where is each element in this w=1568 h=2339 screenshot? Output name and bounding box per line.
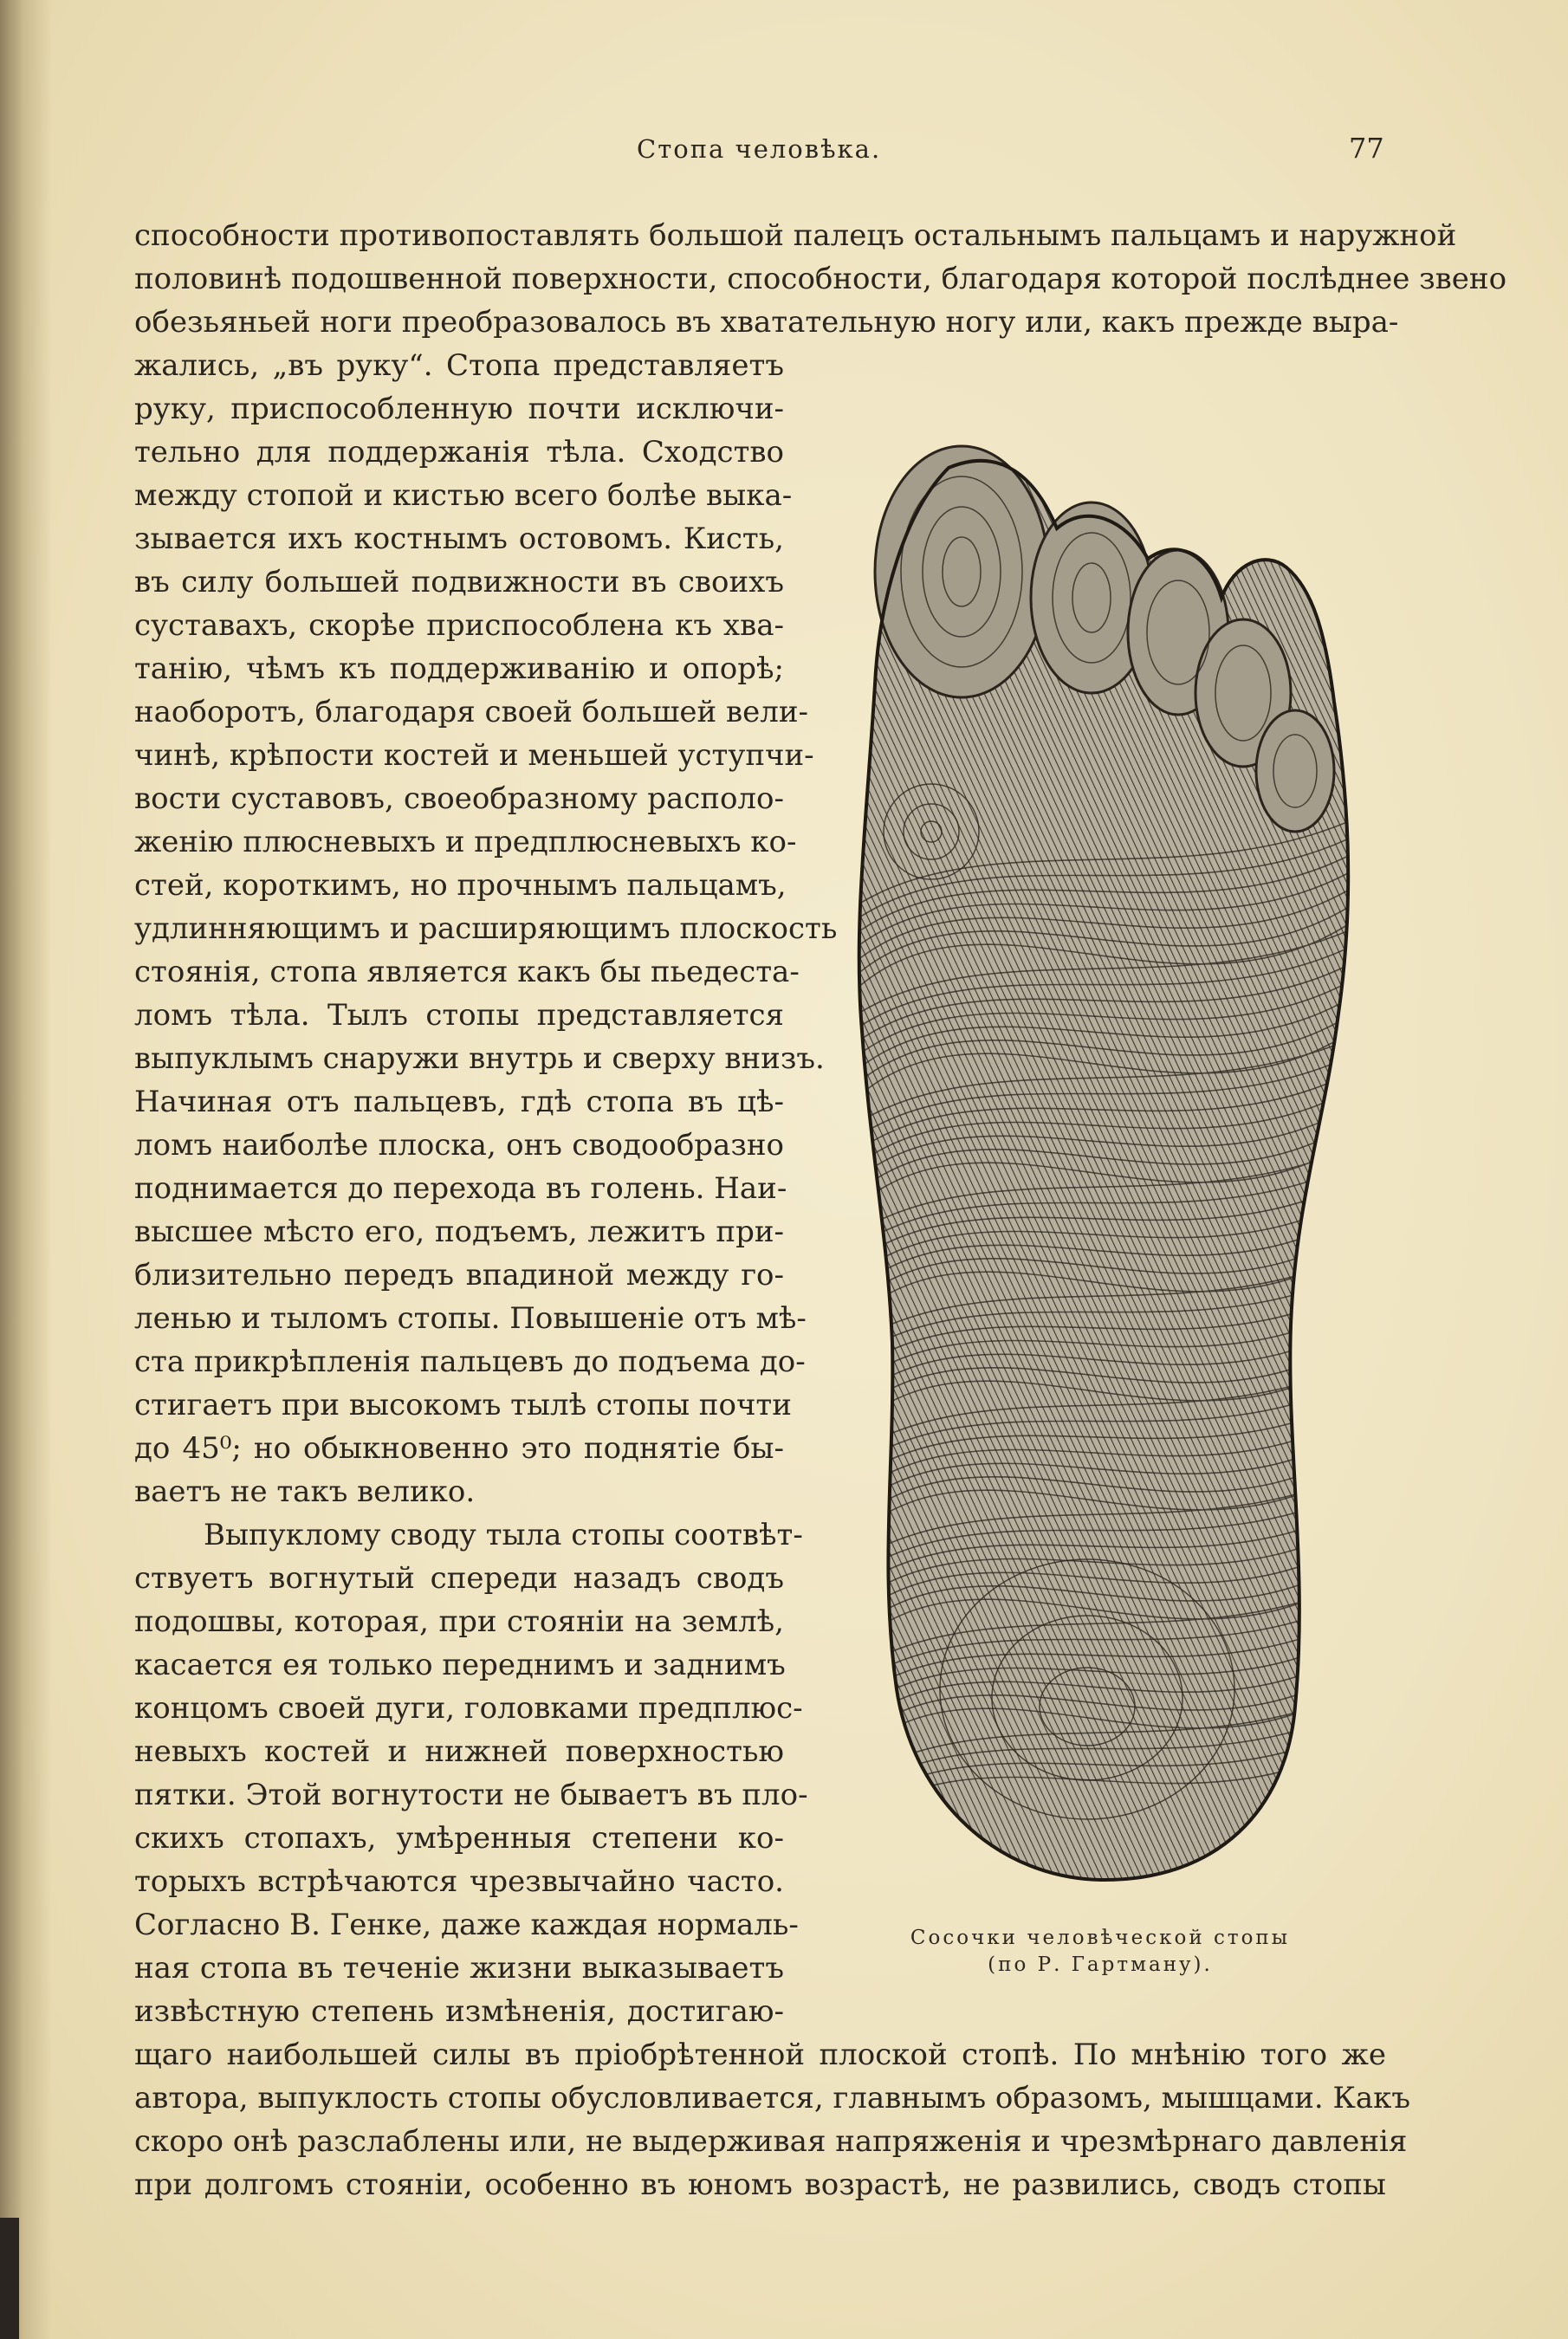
text-line: при долгомъ стояніи, особенно въ юномъ возрастѣ, не развились, сводъ стопы bbox=[134, 2167, 1386, 2202]
text-line: щаго наибольшей силы въ пріобрѣтенной плоской стопѣ. По мнѣнію того же bbox=[134, 2038, 1386, 2072]
text-line: высшее мѣсто его, подъемъ, лежитъ при- bbox=[134, 1215, 784, 1249]
text-line: касается ея только переднимъ и заднимъ bbox=[134, 1648, 786, 1682]
text-line: торыхъ встрѣчаются чрезвычайно часто. bbox=[134, 1864, 784, 1899]
text-line: поднимается до перехода въ голень. Наи- bbox=[134, 1171, 787, 1206]
little-toe-shape bbox=[1256, 710, 1334, 832]
text-line: женію плюсневыхъ и предплюсневыхъ ко- bbox=[134, 825, 797, 859]
text-line: половинѣ подошвенной поверхности, способности, благодаря которой послѣднее звено bbox=[134, 262, 1507, 296]
text-line: ломъ тѣла. Тылъ стопы представляется bbox=[134, 998, 784, 1033]
text-line: пятки. Этой вогнутости не бываетъ въ пло- bbox=[134, 1778, 808, 1812]
text-line: въ силу большей подвижности въ своихъ bbox=[134, 565, 784, 599]
text-line: зывается ихъ костнымъ остовомъ. Кисть, bbox=[134, 522, 784, 556]
figure-caption-credit: (по Р. Гартману). bbox=[988, 1953, 1213, 1976]
text-line: Выпуклому своду тыла стопы соотвѣт- bbox=[204, 1518, 803, 1552]
figure-caption: Сосочки человѣческой стопы bbox=[910, 1927, 1291, 1949]
text-line: выпуклымъ снаружи внутрь и сверху внизъ. bbox=[134, 1041, 825, 1076]
text-line: до 45⁰; но обыкновенно это поднятіе бы- bbox=[134, 1431, 784, 1466]
text-line: автора, выпуклость стопы обусловливается, главнымъ образомъ, мышцами. Какъ bbox=[134, 2081, 1411, 2115]
text-line: близительно передъ впадиной между го- bbox=[134, 1258, 784, 1293]
text-line: вости суставовъ, своеобразному располо- bbox=[134, 781, 784, 816]
text-line: ствуетъ вогнутый спереди назадъ сводъ bbox=[134, 1561, 784, 1596]
text-line: Начиная отъ пальцевъ, гдѣ стопа въ цѣ- bbox=[134, 1085, 784, 1119]
text-line: ста прикрѣпленія пальцевъ до подъема до- bbox=[134, 1344, 806, 1379]
text-line: танію, чѣмъ къ поддерживанію и опорѣ; bbox=[134, 651, 784, 686]
text-line: обезьяньей ноги преобразовалось въ хватательную ногу или, какъ прежде выра- bbox=[134, 305, 1399, 340]
text-line: тельно для поддержанія тѣла. Сходство bbox=[134, 435, 784, 470]
text-line: скоро онѣ разслаблены или, не выдерживая напряженія и чрезмѣрнаго давленія bbox=[134, 2124, 1408, 2159]
text-line: удлинняющимъ и расширяющимъ плоскость bbox=[134, 911, 838, 946]
text-line: наоборотъ, благодаря своей большей вели- bbox=[134, 695, 808, 729]
text-line: способности противопоставлять большой палецъ остальнымъ пальцамъ и наружной bbox=[134, 218, 1457, 253]
text-line: ломъ наиболѣе плоска, онъ сводообразно bbox=[134, 1128, 784, 1163]
text-line: чинѣ, крѣпости костей и меньшей уступчи- bbox=[134, 738, 814, 773]
text-line: извѣстную степень измѣненія, достигаю- bbox=[134, 1994, 784, 2029]
text-line: стигаетъ при высокомъ тылѣ стопы почти bbox=[134, 1388, 792, 1422]
page-edge bbox=[0, 2218, 19, 2339]
text-line: скихъ стопахъ, умѣренныя степени ко- bbox=[134, 1821, 784, 1856]
binding-shadow bbox=[0, 0, 52, 2339]
foot-sole-illustration bbox=[827, 373, 1382, 1906]
text-line: стей, короткимъ, но прочнымъ пальцамъ, bbox=[134, 868, 787, 903]
running-title: Стопа человѣка. bbox=[637, 134, 882, 164]
page-number: 77 bbox=[1349, 132, 1384, 165]
text-line: стоянія, стопа является какъ бы пьедеста- bbox=[134, 955, 800, 989]
text-line: ваетъ не такъ велико. bbox=[134, 1474, 476, 1509]
text-line: между стопой и кистью всего болѣе выка- bbox=[134, 478, 793, 513]
text-line: концомъ своей дуги, головками предплюс- bbox=[134, 1691, 803, 1726]
text-line: ная стопа въ теченіе жизни выказываетъ bbox=[134, 1951, 784, 1986]
text-line: невыхъ костей и нижней поверхностью bbox=[134, 1734, 784, 1769]
text-line: суставахъ, скорѣе приспособлена къ хва- bbox=[134, 608, 784, 643]
text-line: жались, „въ руку“. Стопа представляетъ bbox=[134, 348, 784, 383]
text-line: ленью и тыломъ стопы. Повышеніе отъ мѣ- bbox=[134, 1301, 807, 1336]
text-line: подошвы, которая, при стояніи на землѣ, bbox=[134, 1604, 784, 1639]
text-line: Согласно В. Генке, даже каждая нормаль- bbox=[134, 1908, 799, 1942]
text-line: руку, приспособленную почти исключи- bbox=[134, 392, 784, 426]
